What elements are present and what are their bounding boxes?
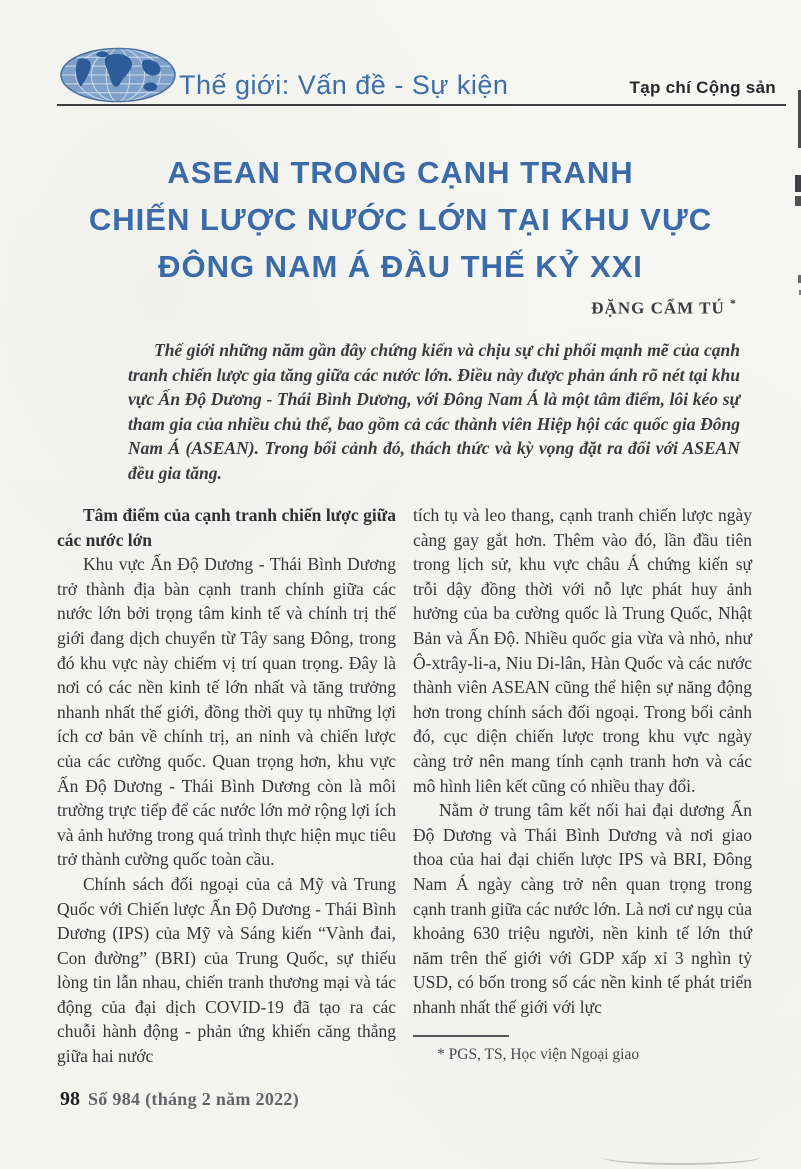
scan-artifact — [601, 1149, 761, 1165]
issue-label: Số 984 (tháng 2 năm 2022) — [88, 1089, 300, 1109]
page-header — [57, 44, 786, 106]
body-paragraph: tích tụ và leo thang, cạnh tranh chiến lược ngày càng gay gắt hơn. Thêm vào đó, lần đầu tiên trong lịch sử, khu vực châu Á chứng kiến sự trỗi dậy đồng thời với nỗ lực phát huy ảnh hưởng của ba cường quốc là Trung Quốc, Nhật Bản và Ấn Độ. Nhiều quốc gia vừa và nhỏ, như Ô-xtrây-li-a, Niu Di-lân, Hàn Quốc và các nước thành viên ASEAN cũng thể hiện sự năng động hơn trong chính sách đối ngoại. Trong bối cảnh đó, cục diện chiến lược trong khu vực ngày càng trở nên mang tính cạnh tranh hơn và các mô hình liên kết cũng có nhiều thay đổi. — [413, 505, 752, 796]
scan-artifact — [795, 196, 801, 206]
author-byline — [591, 296, 737, 319]
body-paragraph: Khu vực Ấn Độ Dương - Thái Bình Dương trở thành địa bàn cạnh tranh chính giữa các nước lớn bởi trọng tâm kinh tế và chính trị thế giới đang dịch chuyển từ Tây sang Đông, trong đó khu vực này chiếm vị trí quan trọng. Đây là nơi có các nền kinh tế lớn nhất và tăng trưởng nhanh nhất thế giới, đồng thời quy tụ những lợi ích cơ bản về chính trị, an ninh và chiến lược của các cường quốc. Quan trọng hơn, khu vực Ấn Độ Dương - Thái Bình Dương còn là môi trường trực tiếp để các nước lớn mở rộng lợi ích và ảnh hưởng trong quá trình thực hiện mục tiêu trở thành cường quốc toàn cầu. — [57, 554, 396, 870]
article-body — [57, 503, 752, 1069]
page-footer — [60, 1088, 299, 1111]
scan-artifact — [795, 175, 801, 192]
article-title-line-1: ASEAN TRONG CẠNH TRANH — [167, 155, 634, 190]
journal-name: Tạp chí Cộng sản — [629, 78, 776, 97]
page-number: 98 — [60, 1088, 80, 1110]
footnote-text: * PGS, TS, Học viện Ngoại giao — [437, 1046, 640, 1064]
body-paragraph: Chính sách đối ngoại của cả Mỹ và Trung Quốc với Chiến lược Ấn Độ Dương - Thái Bình Dương (IPS) của Mỹ và Sáng kiến “Vành đai, Con đường” (BRI) của Trung Quốc, sự thiếu lòng tin lẫn nhau, chiến tranh thương mại và tác động của đại dịch COVID-19 đã tạo ra các chuỗi hành động - phản ứng khiến căng thẳng giữa hai nước — [57, 873, 396, 1067]
article-title — [30, 149, 771, 290]
subsection-heading: Tâm điểm của cạnh tranh chiến lược giữa các nước lớn — [57, 505, 396, 550]
article-title-line-2: CHIẾN LƯỢC NƯỚC LỚN TẠI KHU VỰC — [88, 202, 713, 237]
body-paragraph: Nằm ở trung tâm kết nối hai đại dương Ấn Độ Dương và Thái Bình Dương và nơi giao thoa của hai đại chiến lược IPS và BRI, Đông Nam Á ngày càng trở nên quan trọng trong cạnh tranh giữa các nước lớn. Là nơi cư ngụ của khoảng 630 triệu người, nền kinh tế lớn thứ năm trên thế giới với GDP xấp xỉ 3 nghìn tỷ USD, có bốn trong số các nền kinh tế phát triển nhanh nhất thế giới với lực — [413, 800, 752, 1017]
author-footnote-marker: * — [730, 296, 737, 310]
footnote-divider — [413, 1035, 509, 1037]
author-name: ĐẶNG CẨM TÚ — [591, 298, 725, 318]
section-title: Thế giới: Vấn đề - Sự kiện — [179, 70, 509, 100]
left-column — [57, 503, 396, 1069]
globe-world-map-icon — [59, 46, 177, 104]
article-title-line-3: ĐÔNG NAM Á ĐẦU THẾ KỶ XXI — [158, 249, 643, 284]
article-abstract: Thế giới những năm gần đây chứng kiến và chịu sự chi phối mạnh mẽ của cạnh tranh chiến lược gia tăng giữa các nước lớn. Điều này được phản ánh rõ nét tại khu vực Ấn Độ Dương - Thái Bình Dương, với Đông Nam Á là một tâm điểm, lôi kéo sự tham gia của nhiều chủ thể, bao gồm cả các thành viên Hiệp hội các quốc gia Đông Nam Á (ASEAN). Trong bối cảnh đó, thách thức và kỳ vọng đặt ra đối với ASEAN đều gia tăng. — [128, 340, 740, 483]
right-column — [413, 503, 752, 1069]
